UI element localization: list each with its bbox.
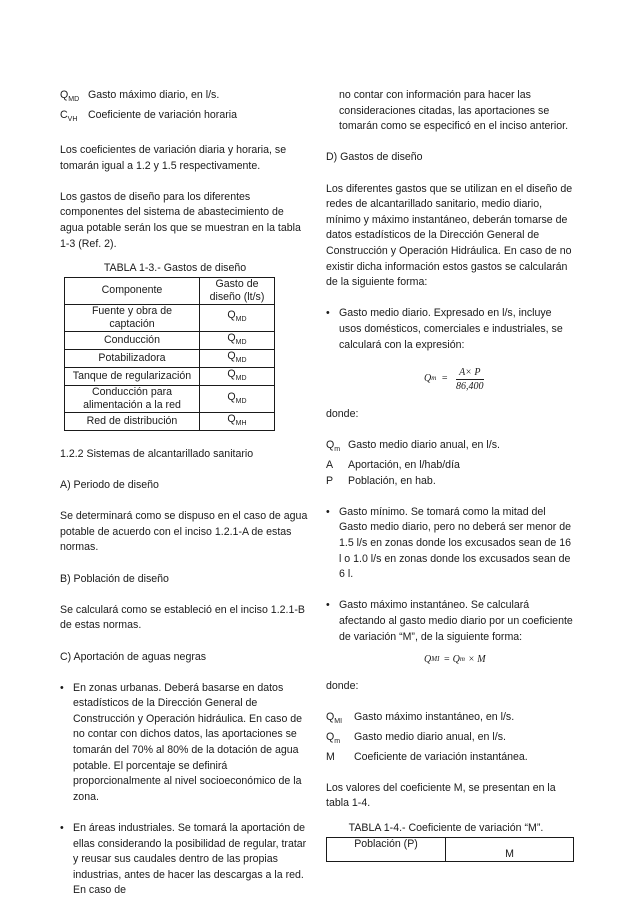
definition-row: $Q_m$ Gasto medio diario anual, en l/s. xyxy=(326,438,576,458)
subsection-heading: A) Periodo de diseño xyxy=(60,478,159,491)
definition-row xyxy=(60,108,310,128)
paragraph: Los gastos de diseño para los diferentes componentes del sistema de abastecimiento de agua potable serán los que se muestran en la tabla 1-3 (Ref. 2). xyxy=(60,190,301,250)
table-cell: $Q_{MH}$ xyxy=(200,413,275,431)
label: donde: xyxy=(326,408,359,421)
table-header: M xyxy=(446,837,574,861)
paragraph: Se calculará como se estableció en el inciso 1.2.1-B de estas normas. xyxy=(60,603,305,632)
table-cell: $Q_{MD}$ xyxy=(200,331,275,349)
table-cell: Fuente y obra de captación xyxy=(65,304,200,331)
table-row xyxy=(65,349,275,367)
table-header: Componente xyxy=(65,277,200,304)
definition-text: Gasto máximo diario, en l/s. xyxy=(88,89,220,101)
table-header: Gasto de diseño (lt/s) xyxy=(200,277,275,304)
table-cell: Conducción xyxy=(65,331,200,349)
formula-max-flow: Q MI = Q m × M xyxy=(424,654,486,666)
table-row xyxy=(65,413,275,431)
definition-row: A Aportación, en l/hab/día xyxy=(326,458,576,474)
table-cell: Potabilizadora xyxy=(65,349,200,367)
table-cell: Red de distribución xyxy=(65,413,200,431)
bullet-icon: • xyxy=(326,599,330,612)
definition-row: P Población, en hab. xyxy=(326,474,576,490)
paragraph: Los valores del coeficiente M, se presentan en la tabla 1-4. xyxy=(326,781,556,810)
subsection-heading: C) Aportación de aguas negras xyxy=(60,650,207,663)
label: donde: xyxy=(326,680,359,693)
table-cell: $Q_{MD}$ xyxy=(200,304,275,331)
formula-mean-flow: Q m = $\frac{A\times P}{86,400}$ xyxy=(424,366,484,392)
coefficient-table xyxy=(326,837,574,862)
table-cell: $Q_{MD}$ xyxy=(200,367,275,385)
definition-text: Aportación, en l/hab/día xyxy=(348,458,460,471)
definition-text: Coeficiente de variación horaria xyxy=(88,108,237,121)
list-item xyxy=(326,505,576,583)
list-item-text: En zonas urbanas. Deberá basarse en datos estadísticos de la Dirección General de Construcción y Operación hidráulica. En caso de no contar con dichos datos, las aportaciones se tomarán del 70% al 80% de la dotación de agua potable. El porcentaje se definirá proporcionalmente al nivel socioeconómico de la zona. xyxy=(73,681,303,803)
table-caption: TABLA 1-3.- Gastos de diseño xyxy=(103,262,247,275)
bullet-icon: • xyxy=(326,307,330,320)
definition-row xyxy=(60,88,310,108)
definition-text: Población, en hab. xyxy=(348,474,436,487)
table-cell: Tanque de regularización xyxy=(65,367,200,385)
paragraph: no contar con información para hacer las consideraciones citadas, las aportaciones se tomarán como se especificó en el inciso anterior. xyxy=(339,89,569,133)
list-item-text: Gasto medio diario. Expresado en l/s, incluye usos domésticos, comerciales e industriales, se calculará con la expresión: xyxy=(339,307,563,351)
table-row xyxy=(65,304,275,331)
definition-text: Coeficiente de variación instantánea. xyxy=(354,750,528,763)
list-item-text: Gasto máximo instantáneo. Se calculará afectando al gasto medio diario por un coeficiente de variación “M”, de la siguiente forma: xyxy=(339,599,573,643)
table-cell: Conducción para alimentación a la red xyxy=(65,386,200,413)
definition-text: Gasto medio diario anual, en l/s. xyxy=(354,731,506,743)
table-caption: TABLA 1-4.- Coeficiente de variación “M”. xyxy=(348,822,544,835)
bullet-icon: • xyxy=(60,822,64,835)
definition-row: $Q_{MI}$ Gasto máximo instantáneo, en l/s. xyxy=(326,710,576,730)
list-item-text: En áreas industriales. Se tomará la aportación de ellas considerando la posibilidad de regular, tratar y reusar sus caudales dentro de las propias industrias, antes de hacer las descargas a la red. En caso de xyxy=(73,822,307,897)
right-column xyxy=(326,88,576,862)
design-flow-table xyxy=(64,277,275,431)
section-heading: 1.2.2 Sistemas de alcantarillado sanitario xyxy=(60,447,254,460)
subsection-heading: D) Gastos de diseño xyxy=(326,151,423,164)
paragraph: Los coeficientes de variación diaria y horaria, se tomarán igual a 1.2 y 1.5 respectivamente. xyxy=(60,144,287,172)
paragraph: Se determinará como se dispuso en el caso de agua potable de acuerdo con el inciso 1.2.1-A de estas normas. xyxy=(60,510,308,554)
subsection-heading: B) Población de diseño xyxy=(60,572,169,585)
definition-row: $Q_m$ Gasto medio diario anual, en l/s. xyxy=(326,730,576,750)
bullet-icon: • xyxy=(326,505,330,518)
table-row xyxy=(65,386,275,413)
table-row xyxy=(65,331,275,349)
definition-text: Gasto máximo instantáneo, en l/s. xyxy=(354,711,515,724)
definition-text: Gasto medio diario anual, en l/s. xyxy=(348,439,500,452)
list-item xyxy=(60,681,310,806)
table-cell: $Q_{MD}$ xyxy=(200,349,275,367)
symbol: $Q_{MD}$ xyxy=(60,89,80,104)
list-item xyxy=(326,598,576,645)
list-item xyxy=(60,821,310,899)
left-column xyxy=(60,88,310,899)
table-cell: $Q_{MD}$ xyxy=(200,386,275,413)
symbol: $C_{VH}$ xyxy=(60,108,78,123)
list-item-text: Gasto mínimo. Se tomará como la mitad del Gasto medio diario, pero no deberá ser menor de 1.5 l/s en zonas donde los excusados sean de 16 l o 1.0 l/s en zonas donde los excusados sean de 6 l. xyxy=(339,505,572,581)
bullet-icon: • xyxy=(60,681,64,694)
table-header: Población (P) xyxy=(327,837,446,861)
list-item xyxy=(326,306,576,353)
table-row xyxy=(65,367,275,385)
definition-row: M Coeficiente de variación instantánea. xyxy=(326,750,576,766)
paragraph: Los diferentes gastos que se utilizan en el diseño de redes de alcantarillado sanitario, medio diario, mínimo y máximo instantáneo, deberán tomarse de datos estadísticos de la Dirección General de Construcción y Operación Hidráulica. En caso de no existir dicha información estos gastos se calcularán de la siguiente forma: xyxy=(326,182,573,289)
